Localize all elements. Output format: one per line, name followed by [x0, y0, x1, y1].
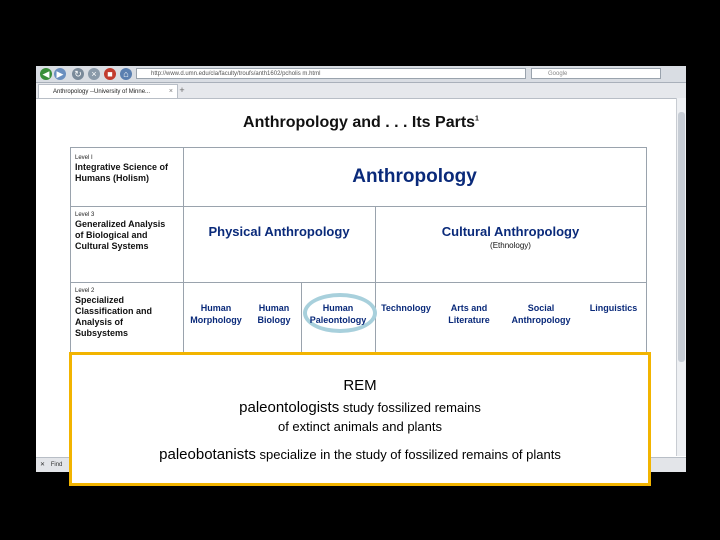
cell-arts-and-literature: Arts and Literature — [448, 303, 490, 325]
search-input[interactable]: Google — [531, 68, 661, 79]
rem-callout — [69, 352, 651, 486]
cell-human-biology: Human Biology — [257, 303, 291, 325]
anthropology-diagram — [70, 147, 647, 379]
stop-icon[interactable]: ■ — [104, 68, 116, 80]
find-label[interactable]: Find — [50, 462, 63, 468]
level-1-label — [75, 154, 180, 184]
cell-technology: Technology — [381, 303, 431, 313]
rem-line-extinct: of extinct animals and plants — [277, 419, 443, 434]
level-2-text: Specialized Classification and Analysis of Subsystems — [75, 295, 153, 338]
rem-line-paleontologists — [72, 399, 648, 416]
term-paleontologists: paleontologists — [239, 399, 340, 416]
level-3-tag: Level 3 — [75, 212, 95, 218]
vertical-scrollbar[interactable] — [676, 98, 686, 456]
tab-bar — [36, 83, 686, 99]
paleontologists-definition: study fossilized remains — [339, 400, 481, 415]
navigation-bar — [36, 66, 686, 83]
tab-anthropology[interactable] — [38, 84, 178, 98]
tab-label: Anthropology --University of Minne... — [53, 89, 151, 95]
level-1-tag: Level I — [75, 155, 93, 161]
tab-close-icon[interactable]: × — [168, 88, 173, 95]
term-paleobotanists: paleobotanists — [159, 446, 256, 463]
level-2-tag: Level 2 — [75, 288, 95, 294]
close-icon[interactable]: × — [88, 68, 100, 80]
page-title — [36, 114, 686, 132]
address-bar[interactable]: http://www.d.umn.edu/cla/faculty/troufs/anth1602/pcholis m.html — [136, 68, 526, 79]
close-find-icon[interactable]: ✕ — [40, 462, 46, 468]
level-3-text: Generalized Analysis of Biological and Cultural Systems — [75, 219, 166, 251]
cell-linguistics: Linguistics — [589, 303, 638, 313]
page-title-text: Anthropology and . . . Its Parts — [243, 114, 476, 131]
level-1-text: Integrative Science of Humans (Holism) — [75, 162, 169, 183]
new-tab-button[interactable]: + — [179, 85, 185, 95]
anthropology-heading: Anthropology — [352, 166, 477, 187]
back-icon[interactable]: ◀ — [40, 68, 52, 80]
rem-line-paleobotanists — [72, 446, 648, 463]
home-icon[interactable]: ⌂ — [120, 68, 132, 80]
cultural-anthropology: Cultural Anthropology — [441, 224, 580, 239]
cell-social-anthropology: Social Anthropology — [511, 303, 571, 325]
level-2-label — [75, 287, 170, 339]
page-title-footnote: 1 — [475, 115, 479, 123]
rem-heading: REM — [343, 377, 377, 394]
ethnology-label: (Ethnology) — [490, 241, 531, 250]
physical-anthropology: Physical Anthropology — [208, 224, 350, 239]
cell-human-morphology: Human Morphology — [190, 303, 242, 325]
scrollbar-thumb[interactable] — [678, 112, 685, 362]
forward-icon[interactable]: ▶ — [54, 68, 66, 80]
level-3-label — [75, 211, 170, 252]
cell-human-paleontology: Human Paleontology — [309, 303, 367, 325]
paleobotanists-definition: specialize in the study of fossilized remains of plants — [255, 447, 561, 462]
reload-icon[interactable]: ↻ — [72, 68, 84, 80]
